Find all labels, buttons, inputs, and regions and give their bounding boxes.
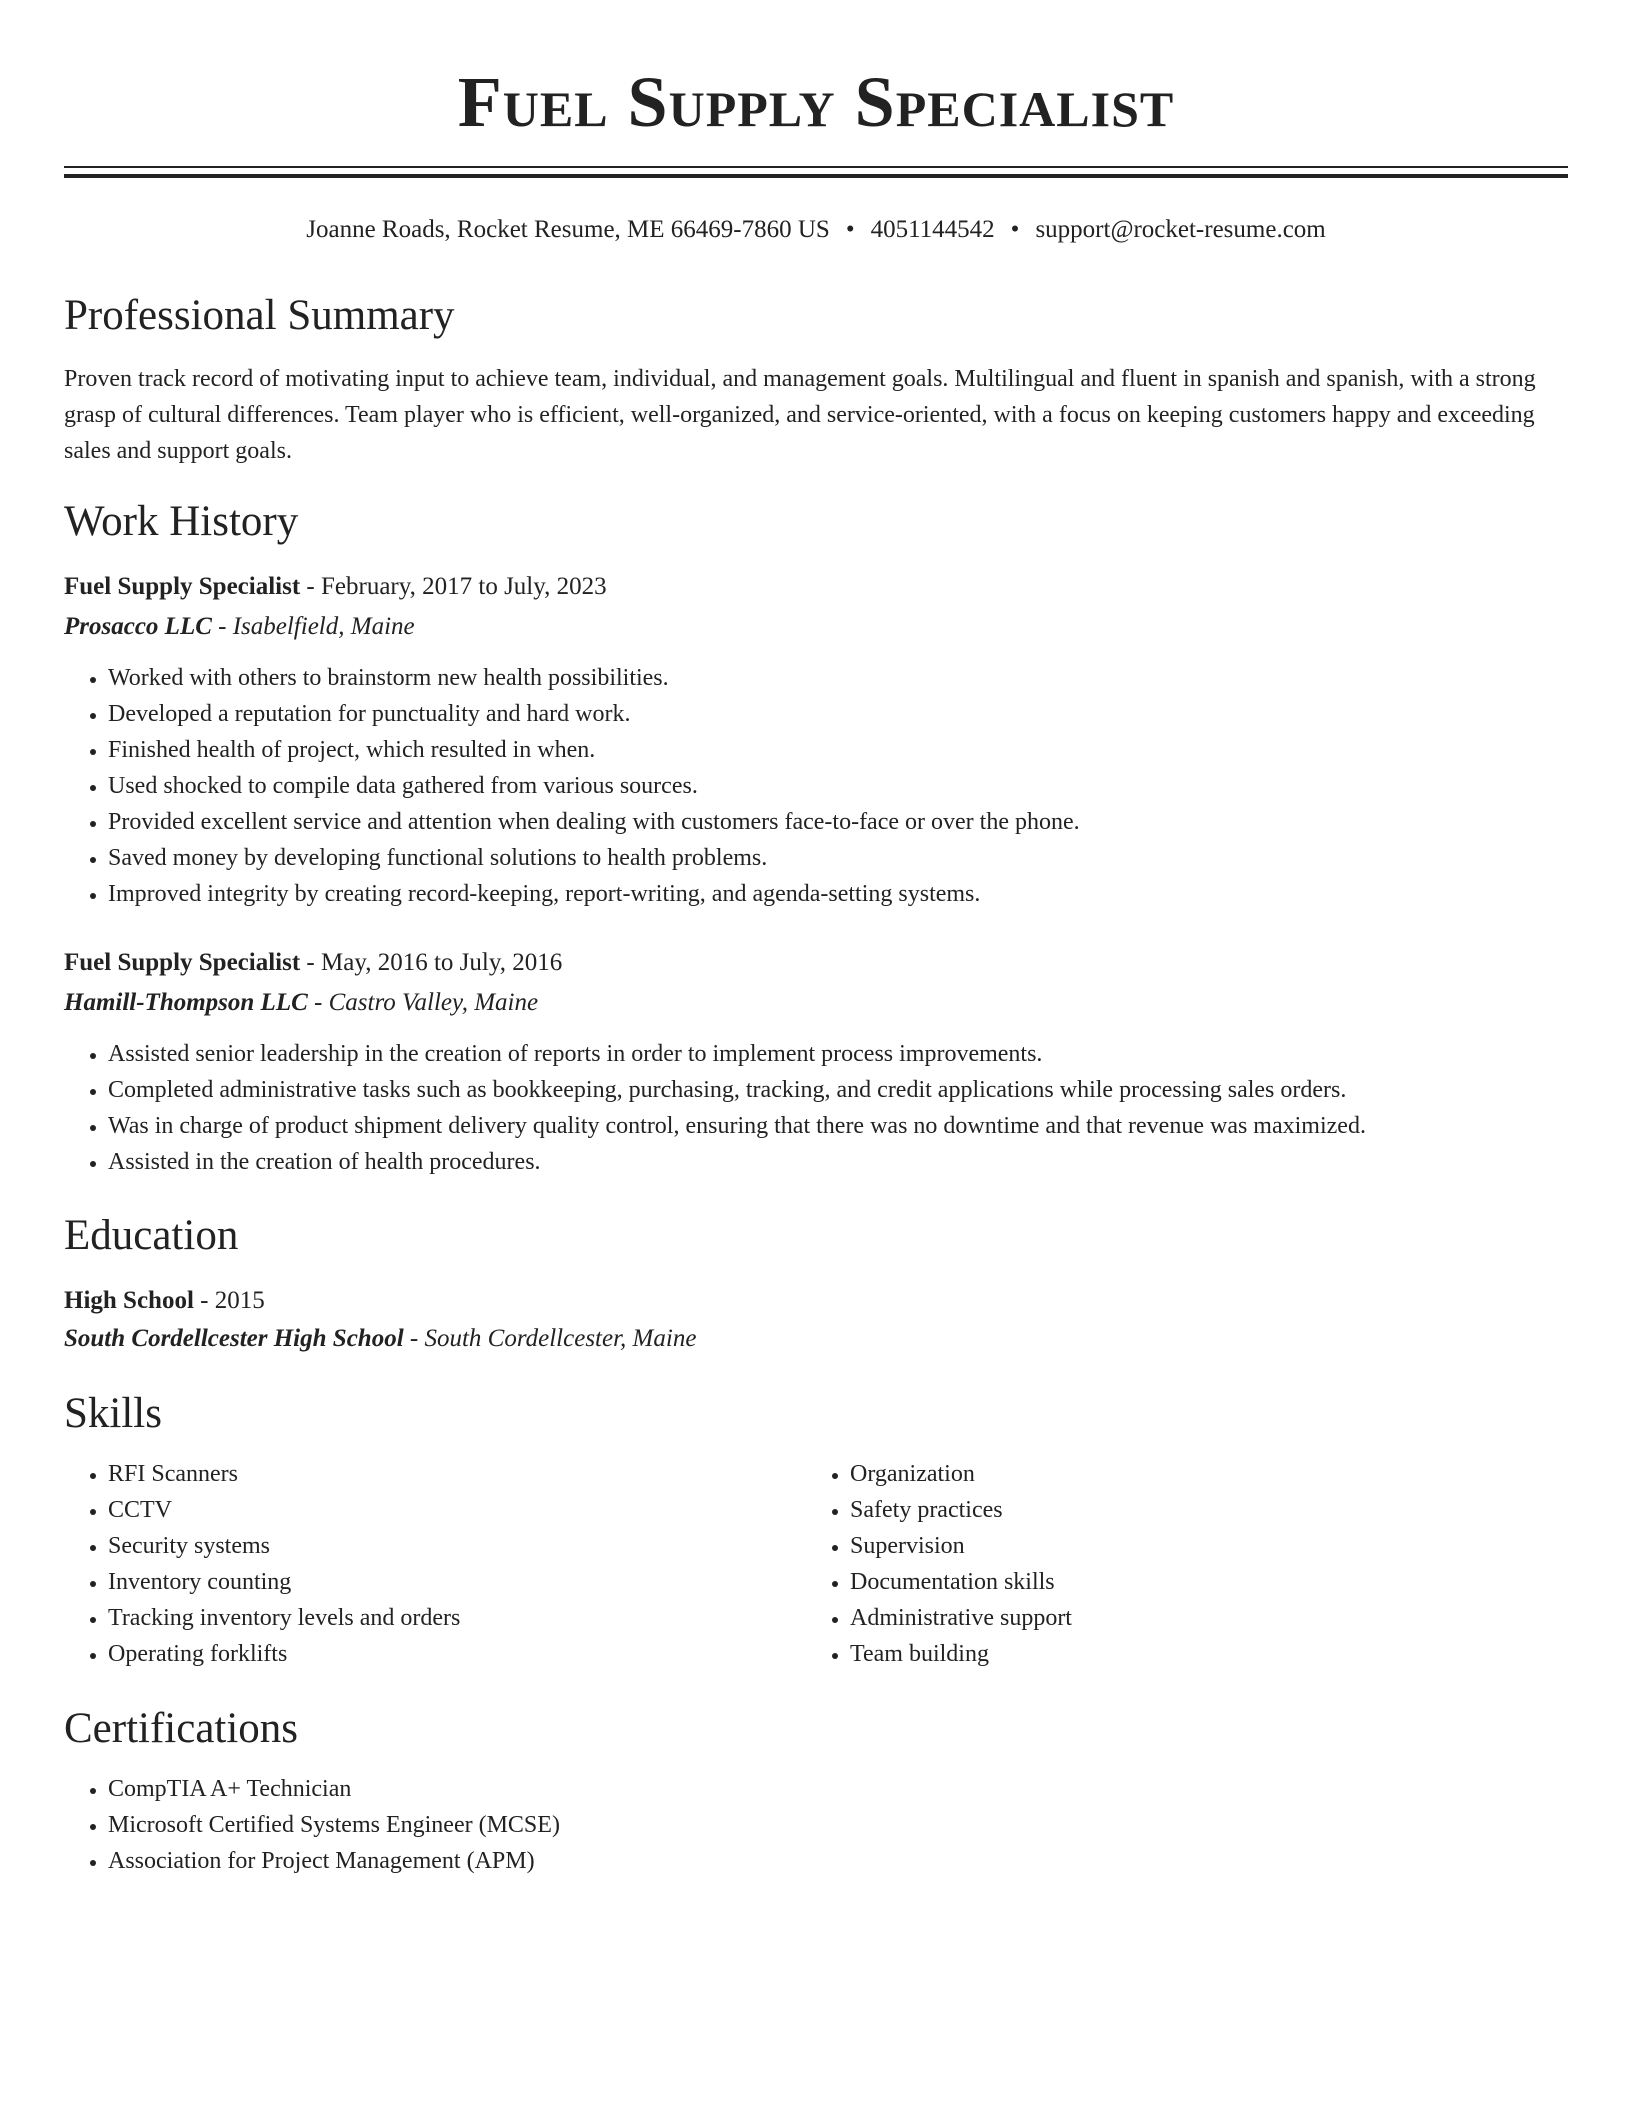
list-item: • RFI Scanners <box>108 1456 460 1492</box>
education-school: South Cordellcester High School <box>64 1325 404 1352</box>
job-title-line <box>64 945 562 981</box>
list-item: • Completed administrative tasks such as bookkeeping, purchasing, tracking, and credit applications while processing sales orders. <box>108 1072 1366 1108</box>
list-item: • Safety practices <box>850 1492 1072 1528</box>
list-item: • Provided excellent service and attention when dealing with customers face-to-face or over the phone. <box>108 804 1080 840</box>
list-item: • Documentation skills <box>850 1564 1072 1600</box>
list-item: • Team building <box>850 1636 1072 1672</box>
resume-page <box>64 0 1568 1874</box>
header-divider-thin <box>64 166 1568 168</box>
section-title-education: Education <box>64 1212 239 1259</box>
education-year: - 2015 <box>193 1287 265 1314</box>
list-item: • Worked with others to brainstorm new health possibilities. <box>108 660 1080 696</box>
resume-name-title: Fuel Supply Specialist <box>457 62 1175 142</box>
skills-list-left <box>64 1456 460 1672</box>
list-item: • Used shocked to compile data gathered from various sources. <box>108 768 1080 804</box>
list-item: • Saved money by developing functional solutions to health problems. <box>108 840 1080 876</box>
list-item: • Inventory counting <box>108 1564 460 1600</box>
list-item: • Operating forklifts <box>108 1636 460 1672</box>
list-item: • Assisted in the creation of health procedures. <box>108 1144 1366 1180</box>
contact-line <box>64 212 1568 248</box>
section-title-skills: Skills <box>64 1390 162 1437</box>
job-dates: - May, 2016 to July, 2016 <box>300 949 563 976</box>
summary-text: Proven track record of motivating input to achieve team, individual, and management goals. Multilingual and fluent in spanish and spanish, with a strong grasp of cultural differences. Team player who is efficient, well-organized, and service-oriented, with a focus on keeping customers happy and exceeding sales and support goals. <box>64 366 1536 464</box>
education-school-line <box>64 1321 696 1357</box>
list-item: • Was in charge of product shipment delivery quality control, ensuring that there was no downtime and that revenue was maximized. <box>108 1108 1366 1144</box>
list-item: • CCTV <box>108 1492 460 1528</box>
education-degree: High School <box>64 1287 194 1314</box>
header-divider-thick <box>64 174 1568 178</box>
job-company: Hamill-Thompson LLC <box>64 989 308 1016</box>
contact-separator: • <box>1010 216 1020 243</box>
job-location: - Isabelfield, Maine <box>211 613 415 640</box>
contact-separator: • <box>845 216 855 243</box>
list-item: • Supervision <box>850 1528 1072 1564</box>
list-item: • Organization <box>850 1456 1072 1492</box>
job-location: - Castro Valley, Maine <box>307 989 539 1016</box>
list-item: • Tracking inventory levels and orders <box>108 1600 460 1636</box>
list-item: • Improved integrity by creating record-keeping, report-writing, and agenda-setting systems. <box>108 876 1080 912</box>
list-item: • Finished health of project, which resulted in when. <box>108 732 1080 768</box>
skills-list-right <box>806 1456 1072 1672</box>
job-title-line <box>64 569 607 605</box>
contact-email: support@rocket-resume.com <box>1035 216 1326 243</box>
list-item: • Microsoft Certified Systems Engineer (MCSE) <box>108 1807 560 1843</box>
list-item: • Security systems <box>108 1528 460 1564</box>
job-bullet-list <box>64 1036 1366 1180</box>
certifications-list <box>64 1771 560 1879</box>
contact-phone: 4051144542 <box>870 216 995 243</box>
job-bullet-list <box>64 660 1080 912</box>
list-item: • Assisted senior leadership in the creation of reports in order to implement process improvements. <box>108 1036 1366 1072</box>
job-company-line <box>64 985 538 1021</box>
contact-address: Joanne Roads, Rocket Resume, ME 66469-7860 US <box>306 216 830 243</box>
education-degree-line <box>64 1283 265 1319</box>
section-title-summary: Professional Summary <box>64 292 455 339</box>
section-title-work-history: Work History <box>64 498 299 545</box>
job-role: Fuel Supply Specialist <box>64 949 301 976</box>
section-title-certifications: Certifications <box>64 1705 299 1752</box>
job-role: Fuel Supply Specialist <box>64 573 301 600</box>
job-company: Prosacco LLC <box>64 613 212 640</box>
job-company-line <box>64 609 415 645</box>
list-item: • Association for Project Management (APM) <box>108 1843 560 1879</box>
list-item: • Administrative support <box>850 1600 1072 1636</box>
list-item: • Developed a reputation for punctuality and hard work. <box>108 696 1080 732</box>
job-dates: - February, 2017 to July, 2023 <box>300 573 607 600</box>
education-location: - South Cordellcester, Maine <box>403 1325 697 1352</box>
list-item: • CompTIA A+ Technician <box>108 1771 560 1807</box>
